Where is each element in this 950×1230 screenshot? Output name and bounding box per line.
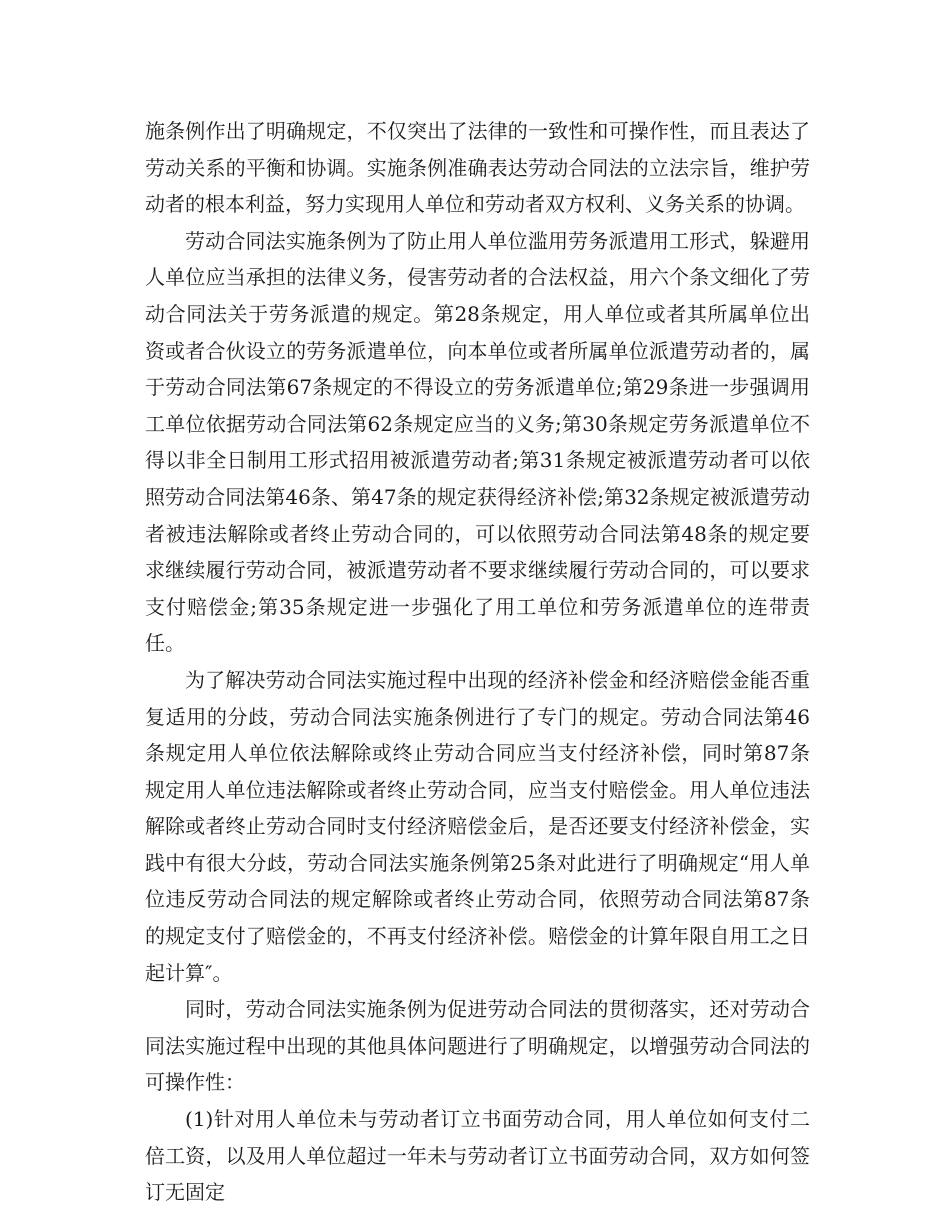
paragraph-3: 为了解决劳动合同法实施过程中出现的经济补偿金和经济赔偿金能否重复适用的分歧，劳动合同法实施条例进行了专门的规定。劳动合同法第46条规定用人单位依法解除或终止劳动合同应当支付经济补偿，同时第87条规定用人单位违法解除或者终止劳动合同，应当支付赔偿金。用人单位违法解除或者终止劳动合同时支付经济赔偿金后，是否还要支付经济补偿金，实践中有很大分歧，劳动合同法实施条例第25条对此进行了明确规定“用人单位违反劳动合同法的规定解除或者终止劳动合同，依照劳动合同法第87条的规定支付了赔偿金的，不再支付经济补偿。赔偿金的计算年限自用工之日起计算″。 [145,667,810,985]
paragraph-5: (1)针对用人单位未与劳动者订立书面劳动合同，用人单位如何支付二倍工资，以及用人单位超过一年未与劳动者订立书面劳动合同，双方如何签订无固定 [145,1107,810,1205]
paragraph-1: 施条例作出了明确规定，不仅突出了法律的一致性和可操作性，而且表达了劳动关系的平衡和协调。实施条例准确表达劳动合同法的立法宗旨，维护劳动者的根本利益，努力实现用人单位和劳动者双方权利、义务关系的协调。 [145,119,810,217]
document-body [145,113,810,1211]
paragraph-4: 同时，劳动合同法实施条例为促进劳动合同法的贯彻落实，还对劳动合同法实施过程中出现的其他具体问题进行了明确规定，以增强劳动合同法的可操作性： [145,997,810,1095]
paragraph-2: 劳动合同法实施条例为了防止用人单位滥用劳务派遣用工形式，躲避用人单位应当承担的法律义务，侵害劳动者的合法权益，用六个条文细化了劳动合同法关于劳务派遣的规定。第28条规定，用人单位或者其所属单位出资或者合伙设立的劳务派遣单位，向本单位或者所属单位派遣劳动者的，属于劳动合同法第67条规定的不得设立的劳务派遣单位;第29条进一步强调用工单位依据劳动合同法第62条规定应当的义务;第30条规定劳务派遣单位不得以非全日制用工形式招用被派遣劳动者;第31条规定被派遣劳动者可以依照劳动合同法第46条、第47条的规定获得经济补偿;第32条规定被派遣劳动者被违法解除或者终止劳动合同的，可以依照劳动合同法第48条的规定要求继续履行劳动合同，被派遣劳动者不要求继续履行劳动合同的，可以要求支付赔偿金;第35条规定进一步强化了用工单位和劳务派遣单位的连带责任。 [145,228,810,656]
